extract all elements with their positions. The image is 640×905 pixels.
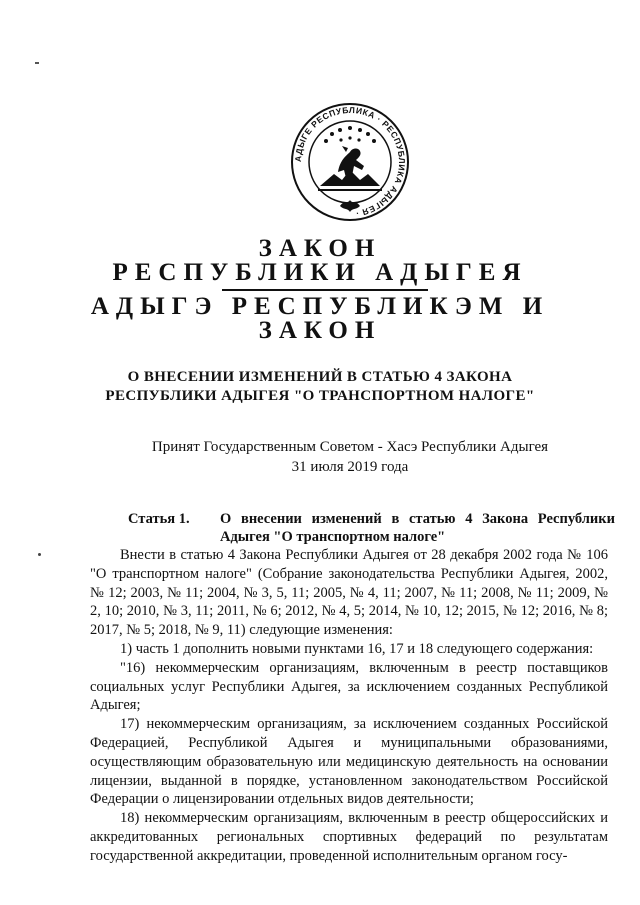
- subject-heading-line: РЕСПУБЛИКИ АДЫГЕЯ "О ТРАНСПОРТНОМ НАЛОГЕ": [105, 388, 535, 404]
- scan-speck: [38, 553, 41, 556]
- adoption-note: Принят Государственным Советом - Хасэ Республики Адыгея: [151, 439, 549, 455]
- body-paragraph: 18) некоммерческим организациям, включенным в реестр общероссийских и аккредитованных региональных спортивных федераций по результатам государственной аккредитации, проведенной исполнительным органом госу-: [90, 810, 608, 864]
- body-paragraph: "16) некоммерческим организациям, включенным в реестр поставщиков социальных услуг Республики Адыгея, за исключением созданных Республикой Адыгея;: [90, 659, 608, 714]
- body-paragraph: 1) часть 1 дополнить новыми пунктами 16, 17 и 18 следующего содержания:: [120, 640, 594, 657]
- body-paragraph: 17) некоммерческим организациям, за исключением созданных Российской Федерацией, Республикой Адыгея и муниципальными образованиями, осуществляющим образовательную или медицинскую деятельность на основании лицензии, выданной в порядке, установленном законодательством Российской Федерации о лицензировании отдельных видов деятельности;: [90, 716, 608, 808]
- law-title-line: АДЫГЭ РЕСПУБЛИКЭМ И: [90, 293, 550, 320]
- scan-speck: [35, 62, 39, 64]
- coat-of-arms-seal-icon: [288, 100, 412, 224]
- law-title-line: РЕСПУБЛИКИ АДЫГЕЯ: [112, 259, 528, 286]
- subject-heading-line: О ВНЕСЕНИИ ИЗМЕНЕНИЙ В СТАТЬЮ 4 ЗАКОНА: [127, 369, 513, 385]
- adoption-date: 31 июля 2019 года: [291, 459, 409, 475]
- law-title-line: ЗАКОН: [258, 317, 382, 344]
- body-paragraph: Внести в статью 4 Закона Республики Адыгея от 28 декабря 2002 года № 106 "О транспортном налоге" (Собрание законодательства Республики Адыгея, 2002, № 12; 2003, № 11; 2004, № 3, 5, 11; 2005, № 4, 11; 2007, № 11; 2008, № 11; 2009, № 2, 10; 2010, № 3, 11; 2011, № 6; 2012, № 4, 5; 2014, № 10, 12; 2015, № 12; 2016, № 8; 2017, № 5; 2018, № 9, 11) следующие изменения:: [90, 547, 608, 639]
- law-title-line: ЗАКОН: [258, 235, 382, 262]
- article-number: Статья 1.: [128, 511, 190, 527]
- svg-text:АДЫГЕ РЕСПУБЛИКА · РЕСПУБЛИКА: АДЫГЕ РЕСПУБЛИКА · РЕСПУБЛИКА АДЫГЕЯ ·: [292, 104, 408, 219]
- title-divider: [222, 289, 428, 291]
- article-title: О внесении изменений в статью 4 Закона Республики Адыгея "О транспортном налоге": [220, 511, 615, 545]
- article-body: [90, 546, 608, 866]
